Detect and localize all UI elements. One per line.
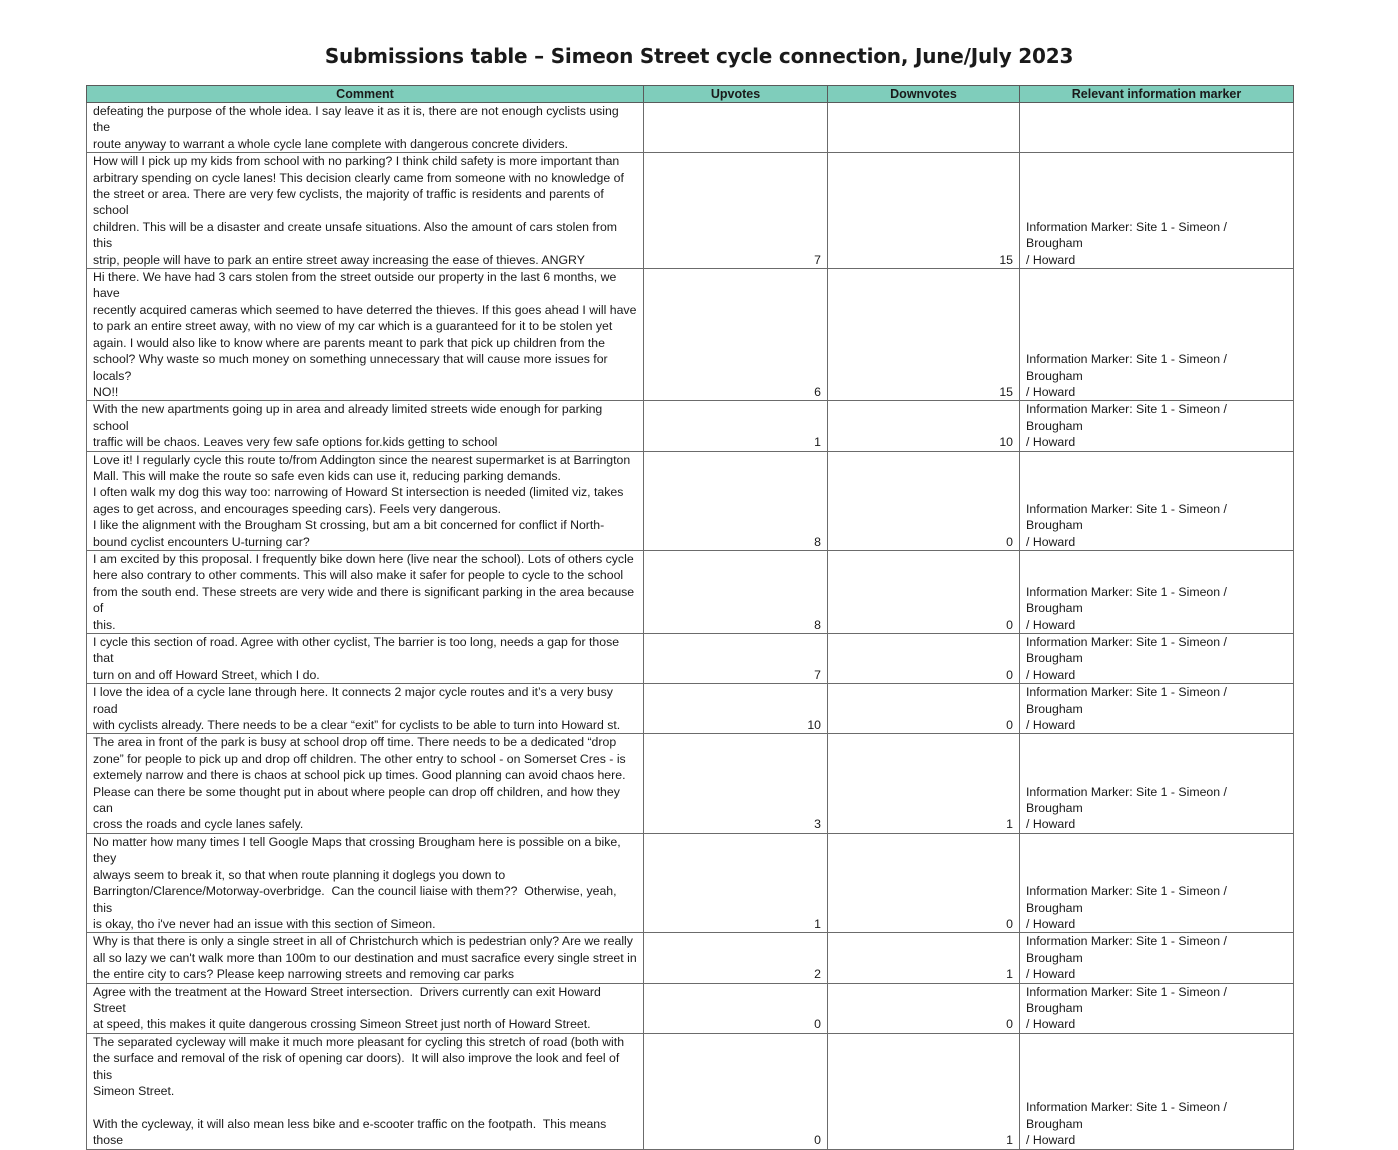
- marker-cell: Information Marker: Site 1 - Simeon / Brougham / Howard: [1020, 933, 1294, 983]
- table-body: [87, 103, 1294, 1150]
- downvotes-cell: 1: [828, 933, 1020, 983]
- marker-cell: Information Marker: Site 1 - Simeon / Brougham / Howard: [1020, 550, 1294, 633]
- comment-cell: I cycle this section of road. Agree with other cyclist, The barrier is too long, needs a gap for those that turn on and off Howard Street, which I do.: [87, 634, 644, 684]
- table-row: [87, 983, 1294, 1033]
- table-row: [87, 684, 1294, 734]
- comment-cell: Hi there. We have had 3 cars stolen from the street outside our property in the last 6 months, we have recently acquired cameras which seemed to have deterred the thieves. If this goes ahead I will have to park an entire street away, with no view of my car which is a guaranteed for it to be stolen yet again. I would also like to know where are parents meant to park that pick up children from the school? Why waste so much money on something unnecessary that will cause more issues for locals? NO!!: [87, 269, 644, 401]
- comment-cell: Why is that there is only a single street in all of Christchurch which is pedestrian only? Are we really all so lazy we can't walk more than 100m to our destination and must sacrafice every single street in the entire city to cars? Please keep narrowing streets and removing car parks: [87, 933, 644, 983]
- upvotes-cell: 7: [644, 153, 828, 269]
- column-header-upvotes: Upvotes: [644, 86, 828, 103]
- upvotes-cell: 0: [644, 1033, 828, 1149]
- upvotes-cell: 7: [644, 634, 828, 684]
- upvotes-cell: 6: [644, 269, 828, 401]
- table-row: [87, 933, 1294, 983]
- downvotes-cell: 1: [828, 1033, 1020, 1149]
- comment-cell: No matter how many times I tell Google Maps that crossing Brougham here is possible on a bike, they always seem to break it, so that when route planning it doglegs you down to Barrington/Clarence/Motorway-overbridge. Can the council liaise with them?? Otherwise, yeah, this is okay, tho i've never had an issue with this section of Simeon.: [87, 833, 644, 932]
- column-header-downvotes: Downvotes: [828, 86, 1020, 103]
- upvotes-cell: 10: [644, 684, 828, 734]
- marker-cell: Information Marker: Site 1 - Simeon / Brougham / Howard: [1020, 734, 1294, 833]
- upvotes-cell: [644, 103, 828, 153]
- marker-cell: Information Marker: Site 1 - Simeon / Brougham / Howard: [1020, 153, 1294, 269]
- downvotes-cell: 0: [828, 833, 1020, 932]
- page-title: Submissions table – Simeon Street cycle connection, June/July 2023: [324, 44, 1074, 68]
- downvotes-cell: 0: [828, 634, 1020, 684]
- comment-cell: I love the idea of a cycle lane through here. It connects 2 major cycle routes and it’s a very busy road with cyclists already. There needs to be a clear “exit” for cyclists to be able to turn into Howard st.: [87, 684, 644, 734]
- comment-cell: I am excited by this proposal. I frequently bike down here (live near the school). Lots of others cycle here also contrary to other comments. This will also make it safer for people to cycle to the school from the south end. These streets are very wide and there is significant parking in the area because of this.: [87, 550, 644, 633]
- upvotes-cell: 0: [644, 983, 828, 1033]
- upvotes-cell: 1: [644, 833, 828, 932]
- downvotes-cell: 0: [828, 983, 1020, 1033]
- table-row: [87, 734, 1294, 833]
- table-row: [87, 451, 1294, 550]
- comment-cell: The separated cycleway will make it much more pleasant for cycling this stretch of road (both with the surface and removal of the risk of opening car doors). It will also improve the look and feel of this Simeon Street. With the cycleway, it will also mean less bike and e-scooter traffic on the footpath. This means those: [87, 1033, 644, 1149]
- column-header-comment: Comment: [87, 86, 644, 103]
- downvotes-cell: 0: [828, 451, 1020, 550]
- downvotes-cell: 1: [828, 734, 1020, 833]
- table-row: [87, 634, 1294, 684]
- marker-cell: Information Marker: Site 1 - Simeon / Brougham / Howard: [1020, 1033, 1294, 1149]
- comment-cell: Love it! I regularly cycle this route to/from Addington since the nearest supermarket is at Barrington Mall. This will make the route so safe even kids can use it, reducing parking demands. I often walk my dog this way too: narrowing of Howard St intersection is needed (limited viz, takes ages to get across, and encourages speeding cars). Feels very dangerous. I like the alignment with the Brougham St crossing, but am a bit concerned for conflict if North- bound cyclist encounters U-turning car?: [87, 451, 644, 550]
- downvotes-cell: 10: [828, 401, 1020, 451]
- comment-cell: defeating the purpose of the whole idea. I say leave it as it is, there are not enough cyclists using the route anyway to warrant a whole cycle lane complete with dangerous concrete dividers.: [87, 103, 644, 153]
- marker-cell: Information Marker: Site 1 - Simeon / Brougham / Howard: [1020, 983, 1294, 1033]
- marker-cell: Information Marker: Site 1 - Simeon / Brougham / Howard: [1020, 634, 1294, 684]
- downvotes-cell: 15: [828, 153, 1020, 269]
- table-row: [87, 833, 1294, 932]
- marker-cell: Information Marker: Site 1 - Simeon / Brougham / Howard: [1020, 684, 1294, 734]
- marker-cell: Information Marker: Site 1 - Simeon / Brougham / Howard: [1020, 401, 1294, 451]
- upvotes-cell: 8: [644, 451, 828, 550]
- marker-cell: Information Marker: Site 1 - Simeon / Brougham / Howard: [1020, 833, 1294, 932]
- comment-cell: Agree with the treatment at the Howard Street intersection. Drivers currently can exit Howard Street at speed, this makes it quite dangerous crossing Simeon Street just north of Howard Street.: [87, 983, 644, 1033]
- marker-cell: Information Marker: Site 1 - Simeon / Brougham / Howard: [1020, 451, 1294, 550]
- downvotes-cell: [828, 103, 1020, 153]
- table-row: [87, 401, 1294, 451]
- upvotes-cell: 2: [644, 933, 828, 983]
- downvotes-cell: 0: [828, 550, 1020, 633]
- upvotes-cell: 3: [644, 734, 828, 833]
- column-header-marker: Relevant information marker: [1020, 86, 1294, 103]
- comment-cell: With the new apartments going up in area and already limited streets wide enough for parking school traffic will be chaos. Leaves very few safe options for.kids getting to school: [87, 401, 644, 451]
- comment-cell: The area in front of the park is busy at school drop off time. There needs to be a dedicated “drop zone” for people to pick up and drop off children. The other entry to school - on Somerset Cres - is extemely narrow and there is chaos at school pick up times. Good planning can avoid chaos here. Please can there be some thought put in about where people can drop off children, and how they can cross the roads and cycle lanes safely.: [87, 734, 644, 833]
- marker-cell: [1020, 103, 1294, 153]
- submissions-table: [86, 85, 1294, 1150]
- comment-cell: How will I pick up my kids from school with no parking? I think child safety is more important than arbitrary spending on cycle lanes! This decision clearly came from someone with no knowledge of the street or area. There are very few cyclists, the majority of traffic is residents and parents of school children. This will be a disaster and create unsafe situations. Also the amount of cars stolen from this strip, people will have to park an entire street away increasing the ease of thieves. ANGRY: [87, 153, 644, 269]
- table-row: [87, 550, 1294, 633]
- downvotes-cell: 15: [828, 269, 1020, 401]
- table-row: [87, 1033, 1294, 1149]
- table-row: [87, 103, 1294, 153]
- upvotes-cell: 8: [644, 550, 828, 633]
- downvotes-cell: 0: [828, 684, 1020, 734]
- table-row: [87, 269, 1294, 401]
- table-header-row: [87, 86, 1294, 103]
- marker-cell: Information Marker: Site 1 - Simeon / Brougham / Howard: [1020, 269, 1294, 401]
- table-row: [87, 153, 1294, 269]
- upvotes-cell: 1: [644, 401, 828, 451]
